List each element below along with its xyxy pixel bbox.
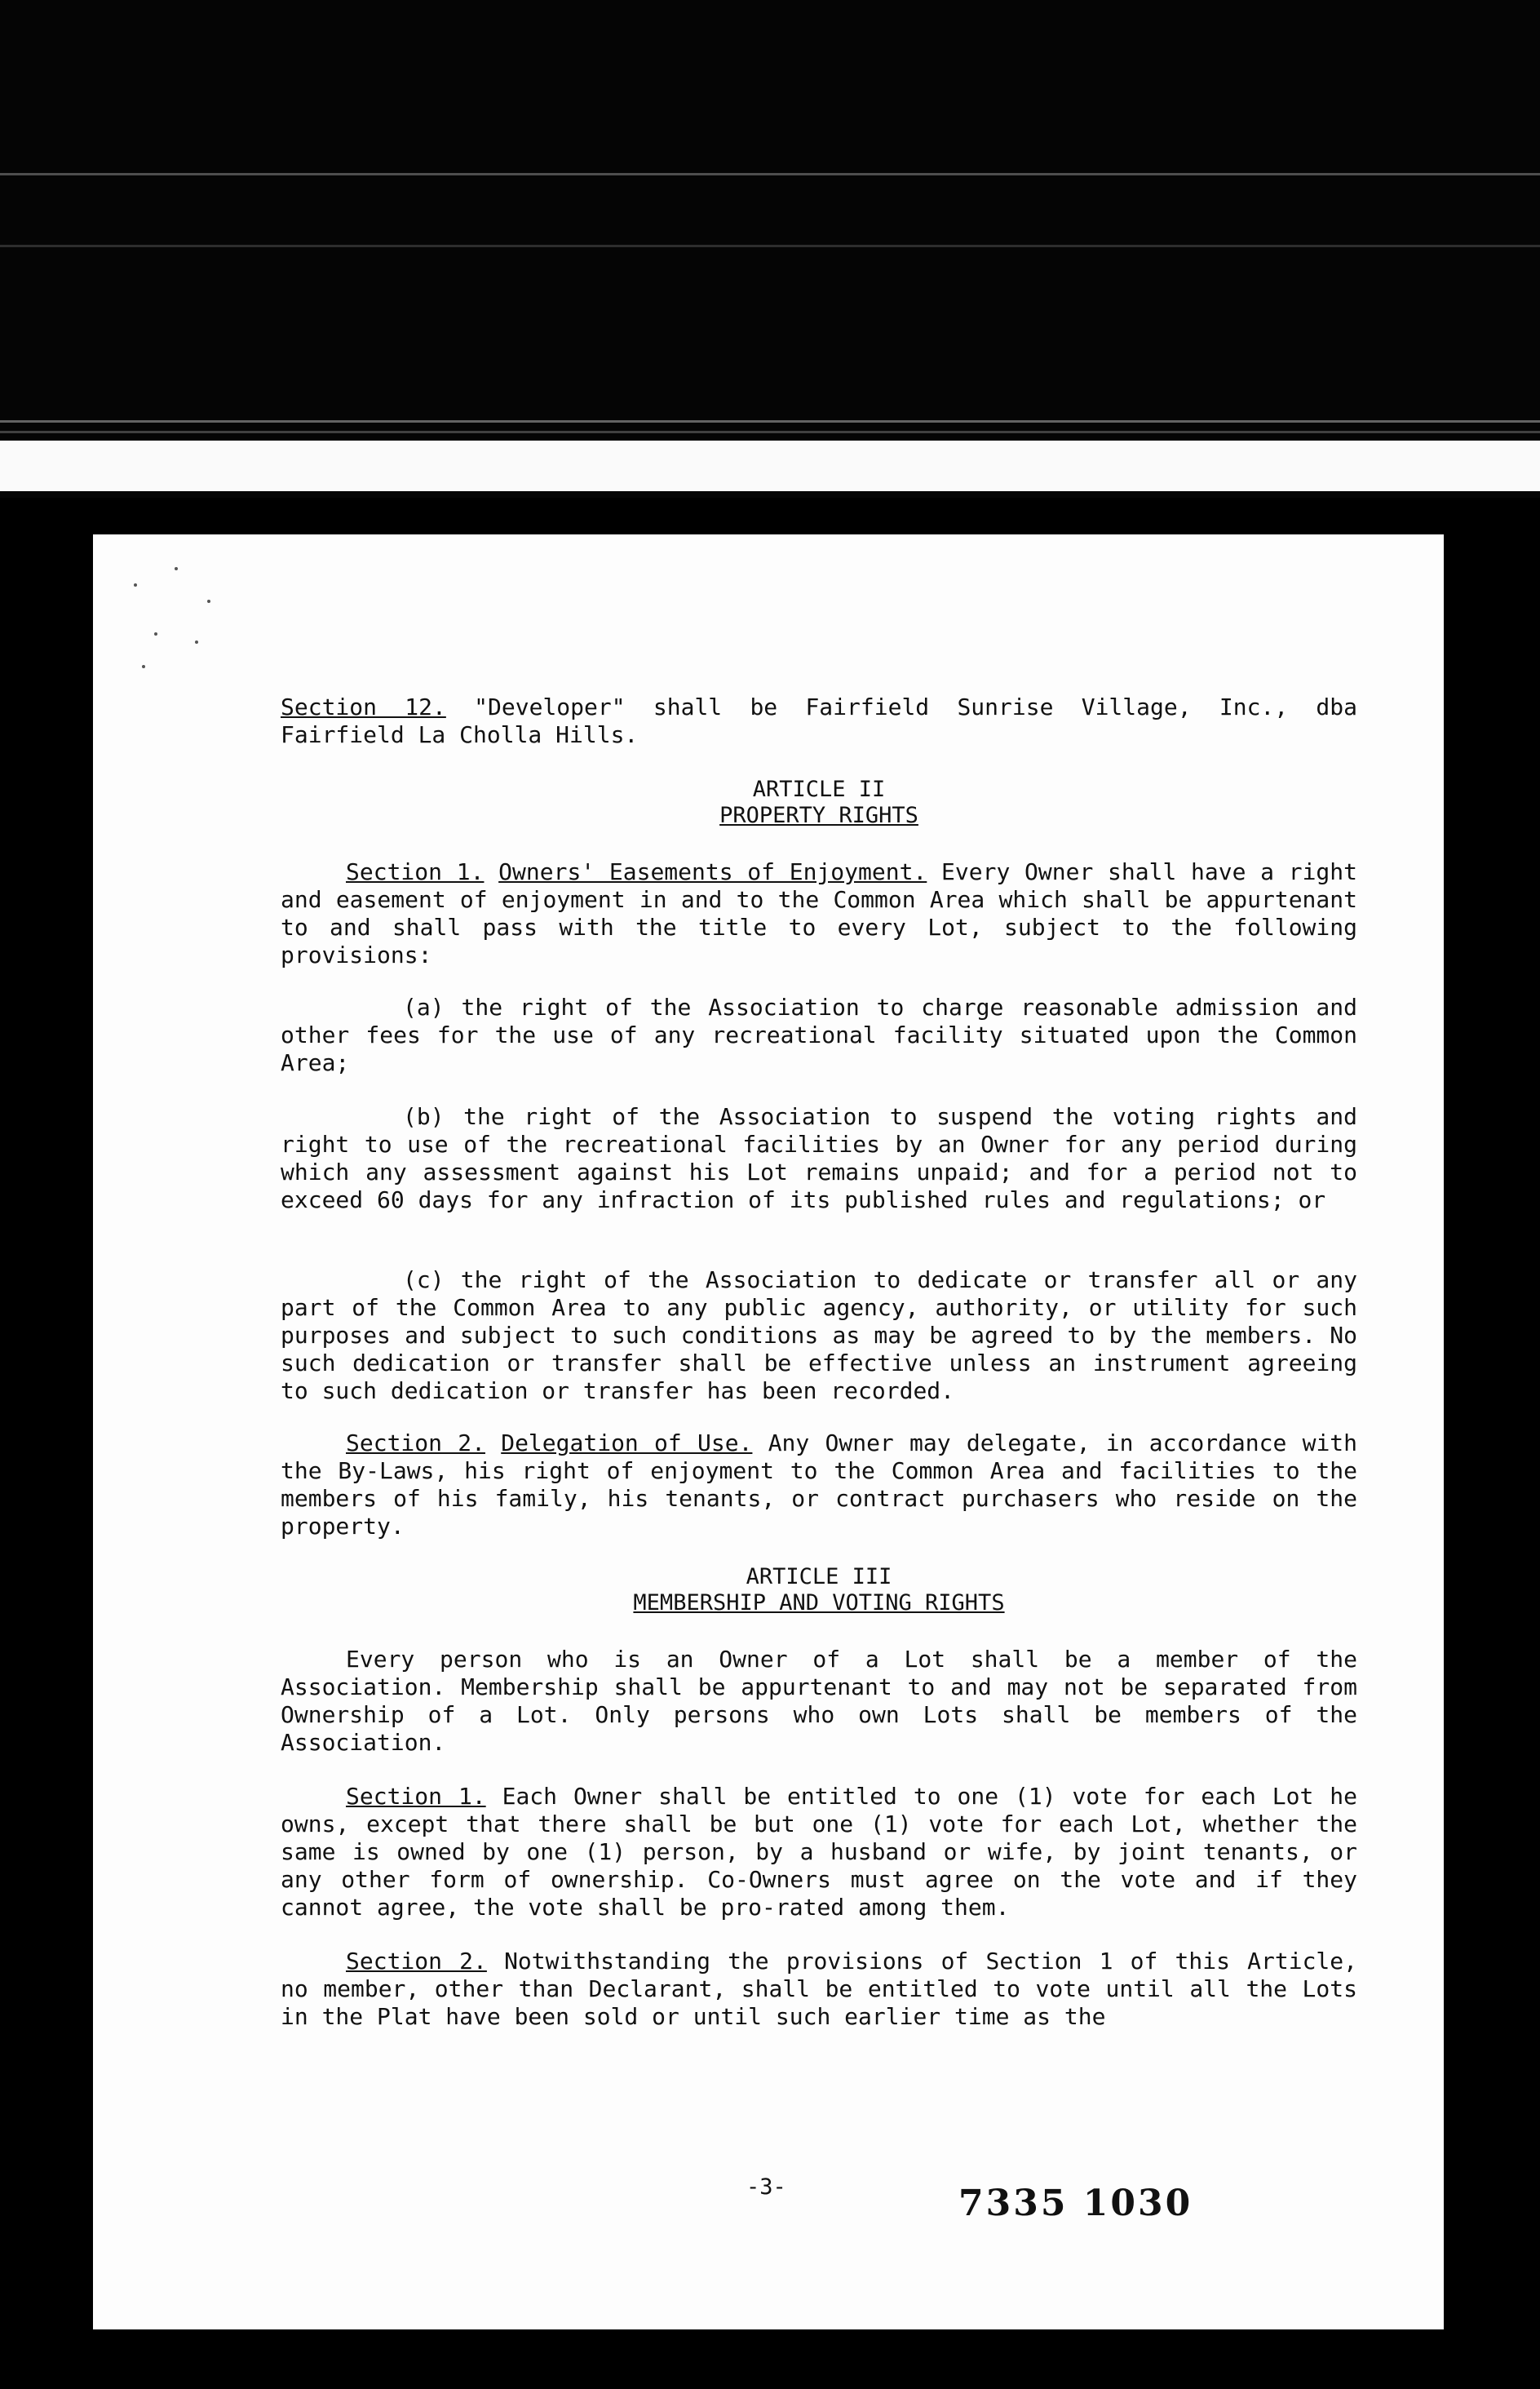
article-2-heading (281, 777, 1357, 829)
provision-a (281, 994, 1357, 1077)
article-3-intro (281, 1646, 1357, 1757)
document-page (93, 534, 1444, 2329)
a2s2-heading: Delegation of Use. (501, 1429, 753, 1456)
a2s2-text: Any Owner may delegate, in accordance with the By-Laws, his right of enjoyment to the Common Area and facilities to the members of his family, his tenants, or contract purchasers who reside on the property. (281, 1429, 1358, 1540)
provision-b-text: (b) the right of the Association to suspend the voting rights and right to use of the recreational facilities by an Owner for any period during which any assessment against his Lot remains unpaid; and for a period not to exceed 60 days for any infraction of its published rules and regulations; or (281, 1103, 1357, 1213)
section-12 (281, 694, 1357, 749)
provision-c-text: (c) the right of the Association to dedicate or transfer all or any part of the Common Area to any public agency, authority, or utility for such purposes and subject to such conditions as may be agreed to by the members. No such dedication or transfer shall be effective unless an instrument agreeing to such dedication or transfer has been recorded. (281, 1266, 1357, 1404)
a3s2-text: Notwithstanding the provisions of Section 1 of this Article, no member, other than Declarant, shall be entitled to vote until all the Lots in the Plat have been sold or until such earlier time as the (281, 1948, 1357, 2030)
a2s1-heading: Owners' Easements of Enjoyment. (498, 858, 927, 885)
page-number: -3- (746, 2174, 786, 2200)
scan-speck (142, 665, 145, 668)
scan-dark-band (0, 0, 1540, 498)
scan-speck (154, 632, 157, 636)
scan-line (0, 245, 1540, 247)
scan-line (0, 173, 1540, 175)
article-2-title: ARTICLE II (752, 777, 886, 802)
article-2-section-1 (281, 858, 1357, 969)
scan-white-strip (0, 441, 1540, 491)
a2s2-label: Section 2. (346, 1429, 485, 1456)
article-3-section-2 (281, 1948, 1357, 2031)
a3s2-label: Section 2. (346, 1948, 487, 1975)
scan-line (0, 431, 1540, 433)
a2s1-label: Section 1. (346, 858, 485, 885)
provision-c (281, 1266, 1357, 1405)
section-12-text: "Developer" shall be Fairfield Sunrise Village, Inc., dba Fairfield La Cholla Hills. (281, 694, 1358, 748)
a3s1-text: Each Owner shall be entitled to one (1) vote for each Lot he owns, except that there shall be but one (1) vote for each Lot, whether the same is owned by one (1) person, by a husband or wife, by joint tenants, or any other form of ownership. Co-Owners must agree on the vote and if they cannot agree, the vote shall be pro-rated among them. (281, 1783, 1357, 1921)
a3s1-label: Section 1. (346, 1783, 486, 1810)
article-3-heading (281, 1564, 1357, 1616)
article-2-subtitle: PROPERTY RIGHTS (719, 803, 918, 828)
article-2-section-2 (281, 1429, 1357, 1540)
scan-speck (195, 640, 198, 644)
scan-speck (175, 567, 178, 570)
provision-a-text: (a) the right of the Association to charge reasonable admission and other fees for the use of any recreational facility situated upon the Common Area; (281, 994, 1357, 1076)
article-3-section-1 (281, 1783, 1357, 1921)
article-3-intro-text: Every person who is an Owner of a Lot shall be a member of the Association. Membership shall be appurtenant to and may not be separated from Ownership of a Lot. Only persons who own Lots shall be members of the Association. (281, 1646, 1357, 1756)
scan-line (0, 420, 1540, 423)
section-12-label: Section 12. (281, 694, 446, 720)
a2s1-text: Every Owner shall have a right and easement of enjoyment in and to the Common Area which shall be appurtenant to and shall pass with the title to every Lot, subject to the following provisions: (281, 858, 1357, 968)
scan-speck (134, 583, 137, 587)
scan-speck (207, 600, 210, 603)
provision-b (281, 1103, 1357, 1214)
record-number: 7335 1030 (958, 2183, 1193, 2224)
article-3-subtitle: MEMBERSHIP AND VOTING RIGHTS (633, 1590, 1005, 1616)
article-3-title: ARTICLE III (746, 1564, 892, 1589)
